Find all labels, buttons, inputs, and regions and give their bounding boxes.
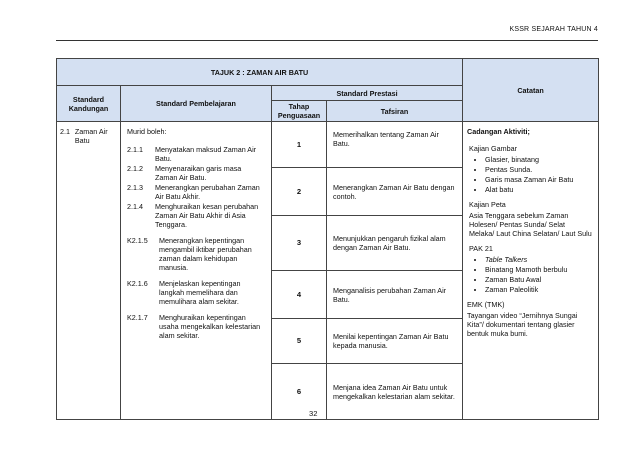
tafsiran-cell: Menunjukkan pengaruh fizikal alam dengan Zaman Air Batu. [327,216,463,271]
standard-kandungan-header: Standard Kandungan [57,86,121,122]
list-item: • Alat batu [485,185,594,194]
tafsiran-cell: Menilai kepentingan Zaman Air Batu kepada manusia. [327,319,463,364]
tafsiran-header: Tafsiran [327,101,463,122]
sp-item-text: Menyatakan maksud Zaman Air Batu. [155,145,257,163]
running-header: KSSR SEJARAH TAHUN 4 [509,26,598,33]
pak21-list [467,255,594,294]
sp-item-num: K2.1.5 [127,236,148,245]
sp-item [127,279,265,306]
sp-item [127,202,265,229]
list-item: • Zaman Paleolitik [485,285,594,294]
tahap-cell: 4 [272,271,327,319]
syllabus-table [56,58,599,420]
sp-item-num: 2.1.2 [127,164,143,173]
catatan-cell [463,122,599,420]
list-item: • Garis masa Zaman Air Batu [485,175,594,184]
kajian-peta-text: Asia Tenggara sebelum Zaman Holesen/ Pentas Sunda/ Selat Melaka/ Laut China Selatan/ Laut Sulu [469,211,592,238]
sp-item-text: Menyenaraikan garis masa Zaman Air Batu. [155,164,242,182]
sp-lead: Murid boleh: [127,127,167,136]
sp-item [127,313,265,340]
sp-item-text: Menjelaskan kepentingan langkah memelihara dan memulihara alam sekitar. [159,279,241,306]
standard-kandungan-cell [57,122,121,420]
cadangan-heading: Cadangan Aktiviti; [467,127,530,136]
sp-item [127,145,265,163]
sp-item [127,236,265,272]
sp-item-num: 2.1.3 [127,183,143,192]
tafsiran-cell: Menerangkan Zaman Air Batu dengan contoh. [327,168,463,216]
list-item: • Pentas Sunda. [485,165,594,174]
tahap-cell: 5 [272,319,327,364]
sp-item-num: 2.1.1 [127,145,143,154]
tafsiran-cell: Menganalisis perubahan Zaman Air Batu. [327,271,463,319]
header-rule [56,40,598,41]
pak21-title: PAK 21 [469,244,493,253]
tahap-header: Tahap Penguasaan [272,101,327,122]
sp-item-num: 2.1.4 [127,202,143,211]
emk-text: Tayangan video “Jernihnya Sungai Kita”/ dokumentari tentang glasier bentuk muka bumi. [467,311,578,338]
topic-title: TAJUK 2 : ZAMAN AIR BATU [57,59,463,86]
sk-text: Zaman Air Batu [74,127,108,145]
sp-item-num: K2.1.6 [127,279,148,288]
sp-item-num: K2.1.7 [127,313,148,322]
tafsiran-cell: Memerihalkan tentang Zaman Air Batu. [327,122,463,168]
standard-prestasi-header: Standard Prestasi [272,86,463,101]
tafsiran-cell: Menjana idea Zaman Air Batu untuk mengekalkan kelestarian alam sekitar. [327,364,463,420]
sk-code: 2.1 [60,127,70,136]
sp-item-text: Menghuraikan kesan perubahan Zaman Air Batu Akhir di Asia Tenggara. [155,202,259,229]
kajian-peta-title: Kajian Peta [469,200,506,209]
tahap-cell: 1 [272,122,327,168]
sp-item-text: Menghuraikan kepentingan usaha mengekalkan kelestarian alam sekitar. [159,313,261,340]
emk-title: EMK (TMK) [467,300,505,309]
standard-pembelajaran-cell [121,122,272,420]
sp-item-text: Menerangkan kepentingan mengambil iktibar perubahan zaman dalam kehidupan manusia. [159,236,252,272]
standard-pembelajaran-header: Standard Pembelajaran [121,86,272,122]
page-number: 32 [309,409,318,418]
kajian-gambar-list [467,155,594,194]
kajian-gambar-title: Kajian Gambar [469,144,517,153]
catatan-header: Catatan [463,59,599,122]
sp-item-text: Menerangkan perubahan Zaman Air Batu Akhir. [155,183,260,201]
sp-item [127,164,265,182]
list-item: • Glasier, binatang [485,155,594,164]
list-item: • Binatang Mamoth berbulu [485,265,594,274]
list-item: • Table Talkers [485,255,594,264]
tahap-cell: 3 [272,216,327,271]
tahap-cell: 2 [272,168,327,216]
tahap-cell: 6 [272,364,327,420]
list-item: • Zaman Batu Awal [485,275,594,284]
sp-item [127,183,265,201]
